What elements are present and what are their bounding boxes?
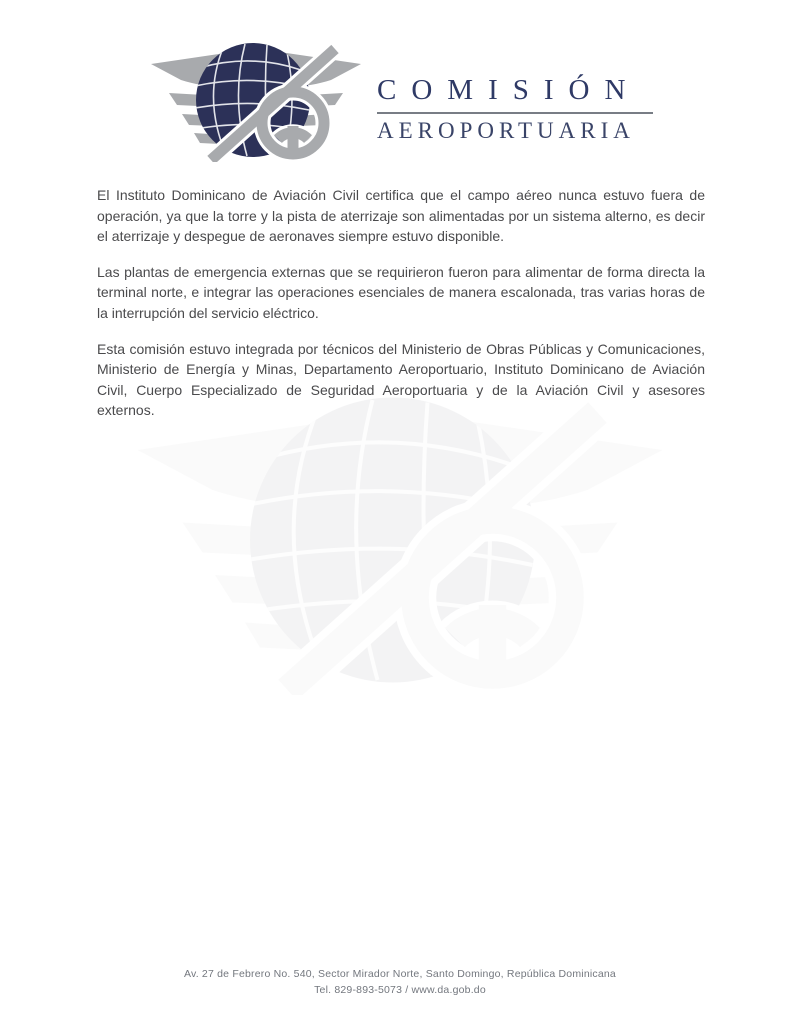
paragraph-3: Esta comisión estuvo integrada por técnicos del Ministerio de Obras Públicas y Comunicaciones, Ministerio de Energía y Minas, Departamento Aeroportuario, Instituto Dominicano de Aviación Civil, Cuerpo Especializado de Seguridad Aeroportuaria y de la Aviación Civil y asesores externos.: [97, 340, 705, 419]
page-footer: [0, 967, 800, 998]
winged-globe-logo-icon: [147, 38, 365, 162]
paragraph-2: Las plantas de emergencia externas que se requirieron fueron para alimentar de forma directa la terminal norte, e integrar las operaciones esenciales de manera escalonada, tras varias horas de la interrupción del servicio eléctrico.: [97, 263, 705, 321]
org-name-line2: AEROPORTUARIA: [377, 118, 635, 143]
wordmark-divider: [377, 112, 653, 114]
footer-contact: Tel. 829-893-5073 / www.da.gob.do: [314, 983, 486, 996]
letter-body: [97, 185, 705, 436]
footer-address: Av. 27 de Febrero No. 540, Sector Mirador Norte, Santo Domingo, República Dominicana: [184, 968, 616, 980]
org-name-line1: COMISIÓN: [377, 74, 641, 106]
letterhead: [0, 38, 800, 162]
org-wordmark: [377, 76, 653, 142]
paragraph-1: El Instituto Dominicano de Aviación Civil certifica que el campo aéreo nunca estuvo fuera de operación, ya que la torre y la pista de aterrizaje son alimentadas por un sistema alterno, es decir el aterrizaje y despegue de aeronaves siempre estuvo disponible.: [97, 187, 705, 245]
